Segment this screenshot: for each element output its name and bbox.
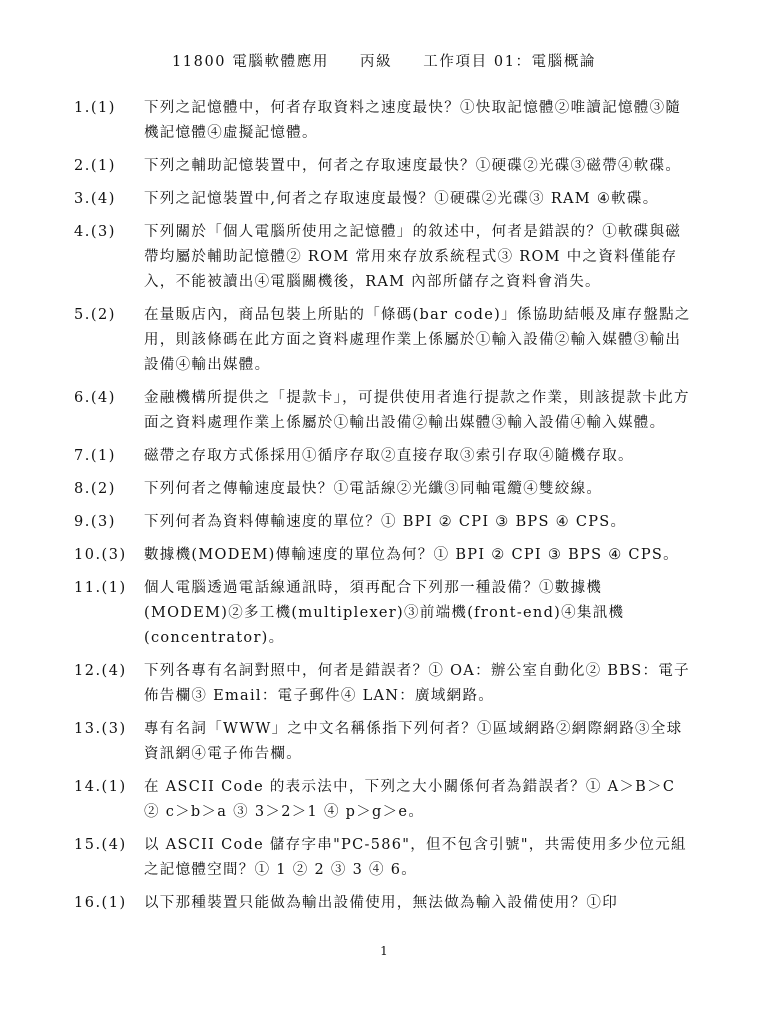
page-number: 1	[380, 944, 388, 958]
question-number: 10.(3)	[74, 547, 127, 563]
question-text: 在量販店內，商品包裝上所貼的「條碼(bar code)」係協助結帳及庫存盤點之用，則該條碼在此方面之資料處理作業上係屬於①輸入設備②輸入媒體③輸出設備④輸出媒體。	[144, 307, 691, 373]
exam-code: 11800	[171, 54, 227, 70]
question-text: 在 ASCII Code 的表示法中，下列之大小關係何者為錯誤者？① A＞B＞C ② c＞b＞a ③ 3＞2＞1 ④ p＞g＞e。	[144, 779, 676, 820]
question-text: 下列之輔助記憶裝置中，何者之存取速度最快？①硬碟②光碟③磁帶④軟碟。	[144, 158, 682, 174]
work-item: 工作項目 01：電腦概論	[423, 54, 597, 70]
question-text: 下列關於「個人電腦所使用之記憶體」的敘述中，何者是錯誤的？①軟碟與磁帶均屬於輔助記憶體② ROM 常用來存放系統程式③ ROM 中之資料僅能存入，不能被讀出④電腦關機後，RAM 內部所儲存之資料會消失。	[144, 224, 682, 290]
question-text: 下列各專有名詞對照中，何者是錯誤者？① OA：辦公室自動化② BBS：電子佈告欄③ Email：電子郵件④ LAN：廣域網路。	[144, 663, 690, 704]
question-item	[74, 659, 694, 709]
question-text: 以下那種裝置只能做為輸出設備使用，無法做為輸入設備使用？①印	[144, 895, 618, 911]
question-item	[74, 444, 694, 469]
exam-title: 電腦軟體應用	[232, 54, 329, 70]
question-number: 2.(1)	[74, 158, 116, 174]
question-text: 下列何者之傳輸速度最快？①電話線②光纖③同軸電纜④雙絞線。	[144, 481, 603, 497]
question-text: 金融機構所提供之「提款卡」，可提供使用者進行提款之作業，則該提款卡此方面之資料處理作業上係屬於①輸出設備②輸出媒體③輸入設備④輸入媒體。	[144, 390, 690, 431]
question-text: 專有名詞「WWW」之中文名稱係指下列何者？①區域網路②網際網路③全球資訊網④電子佈告欄。	[144, 721, 683, 762]
question-text: 磁帶之存取方式係採用①循序存取②直接存取③索引存取④隨機存取。	[144, 448, 634, 464]
question-number: 11.(1)	[74, 580, 127, 596]
question-item	[74, 154, 694, 179]
question-number: 5.(2)	[74, 307, 116, 323]
question-item	[74, 717, 694, 767]
question-number: 16.(1)	[74, 895, 127, 911]
question-text: 個人電腦透過電話線通訊時，須再配合下列那一種設備？①數據機(MODEM)②多工機(multiplexer)③前端機(front-end)④集訊機(concentrator)。	[144, 580, 625, 646]
question-number: 8.(2)	[74, 481, 116, 497]
question-text: 以 ASCII Code 儲存字串"PC-586"，但不包含引號"，共需使用多少位元組之記憶體空間？① 1 ② 2 ③ 3 ④ 6。	[144, 837, 687, 878]
question-item	[74, 386, 694, 436]
question-number: 15.(4)	[74, 837, 127, 853]
question-item	[74, 303, 694, 378]
question-number: 9.(3)	[74, 514, 116, 530]
question-item	[74, 576, 694, 651]
question-number: 4.(3)	[74, 224, 116, 240]
question-number: 14.(1)	[74, 779, 127, 795]
question-text: 下列何者為資料傳輸速度的單位？① BPI ② CPI ③ BPS ④ CPS。	[144, 514, 627, 530]
question-number: 1.(1)	[74, 100, 116, 116]
question-item	[74, 833, 694, 883]
exam-level: 丙級	[360, 54, 393, 70]
question-item	[74, 543, 694, 568]
page-header	[0, 50, 768, 71]
question-text: 數據機(MODEM)傳輸速度的單位為何？① BPI ② CPI ③ BPS ④ CPS。	[144, 547, 679, 563]
question-number: 7.(1)	[74, 448, 116, 464]
question-item	[74, 510, 694, 535]
question-item	[74, 477, 694, 502]
question-number: 12.(4)	[74, 663, 127, 679]
question-number: 3.(4)	[74, 191, 116, 207]
question-list	[74, 96, 694, 924]
question-item	[74, 775, 694, 825]
question-number: 13.(3)	[74, 721, 127, 737]
question-item	[74, 220, 694, 295]
question-item	[74, 96, 694, 146]
question-number: 6.(4)	[74, 390, 116, 406]
question-text: 下列之記憶裝置中,何者之存取速度最慢？①硬碟②光碟③ RAM ④軟碟。	[144, 191, 659, 207]
question-text: 下列之記憶體中，何者存取資料之速度最快？①快取記憶體②唯讀記憶體③隨機記憶體④虛擬記憶體。	[144, 100, 682, 141]
question-item	[74, 187, 694, 212]
question-item	[74, 891, 694, 916]
